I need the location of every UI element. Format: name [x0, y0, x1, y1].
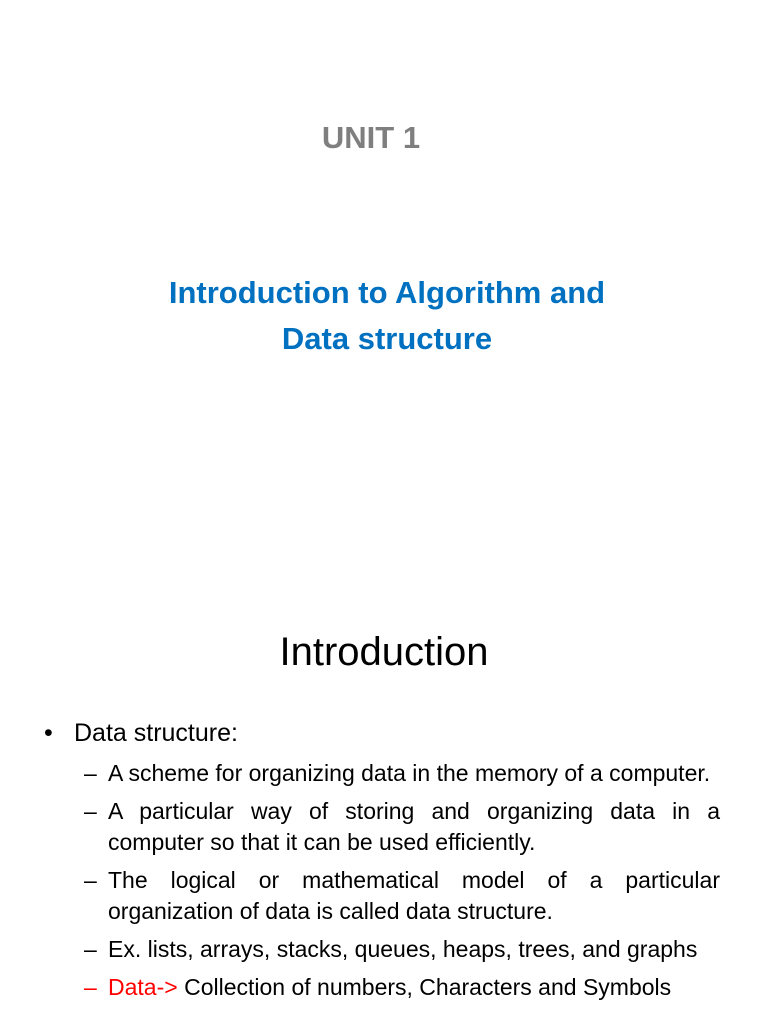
dash-marker: – — [84, 798, 97, 824]
bullet-item — [44, 717, 238, 749]
dash-marker: – — [84, 936, 97, 962]
list-item — [84, 865, 720, 927]
list-item — [84, 758, 720, 789]
list-item — [84, 796, 720, 858]
list-item-text: Ex. lists, arrays, stacks, queues, heaps, trees, and graphs — [108, 936, 698, 962]
data-definition: Collection of numbers, Characters and Symbols — [177, 974, 672, 1000]
dash-marker: – — [84, 867, 97, 893]
list-item-data — [84, 972, 720, 1003]
subitem-list — [84, 758, 720, 1010]
data-label: Data-> — [108, 974, 178, 1000]
bullet-text: Data structure: — [74, 719, 238, 747]
slide-subtitle — [0, 270, 768, 362]
bullet-marker: • — [44, 719, 53, 747]
subtitle-line-1: Introduction to Algorithm and — [168, 275, 606, 310]
list-item-text: A scheme for organizing data in the memory of a computer. — [108, 760, 711, 786]
slide-heading: Introduction — [279, 630, 489, 674]
list-item — [84, 934, 720, 965]
slide-introduction — [0, 580, 768, 1024]
subtitle-line-2: Data structure — [281, 321, 493, 356]
list-item-text: The logical or mathematical model of a particular organization of data is called data structure. — [108, 867, 720, 924]
list-item-text: A particular way of storing and organizing data in a computer so that it can be used efficiently. — [108, 798, 720, 855]
dash-marker: – — [84, 974, 97, 1000]
unit-title: UNIT 1 — [321, 120, 421, 155]
dash-marker: – — [84, 760, 97, 786]
